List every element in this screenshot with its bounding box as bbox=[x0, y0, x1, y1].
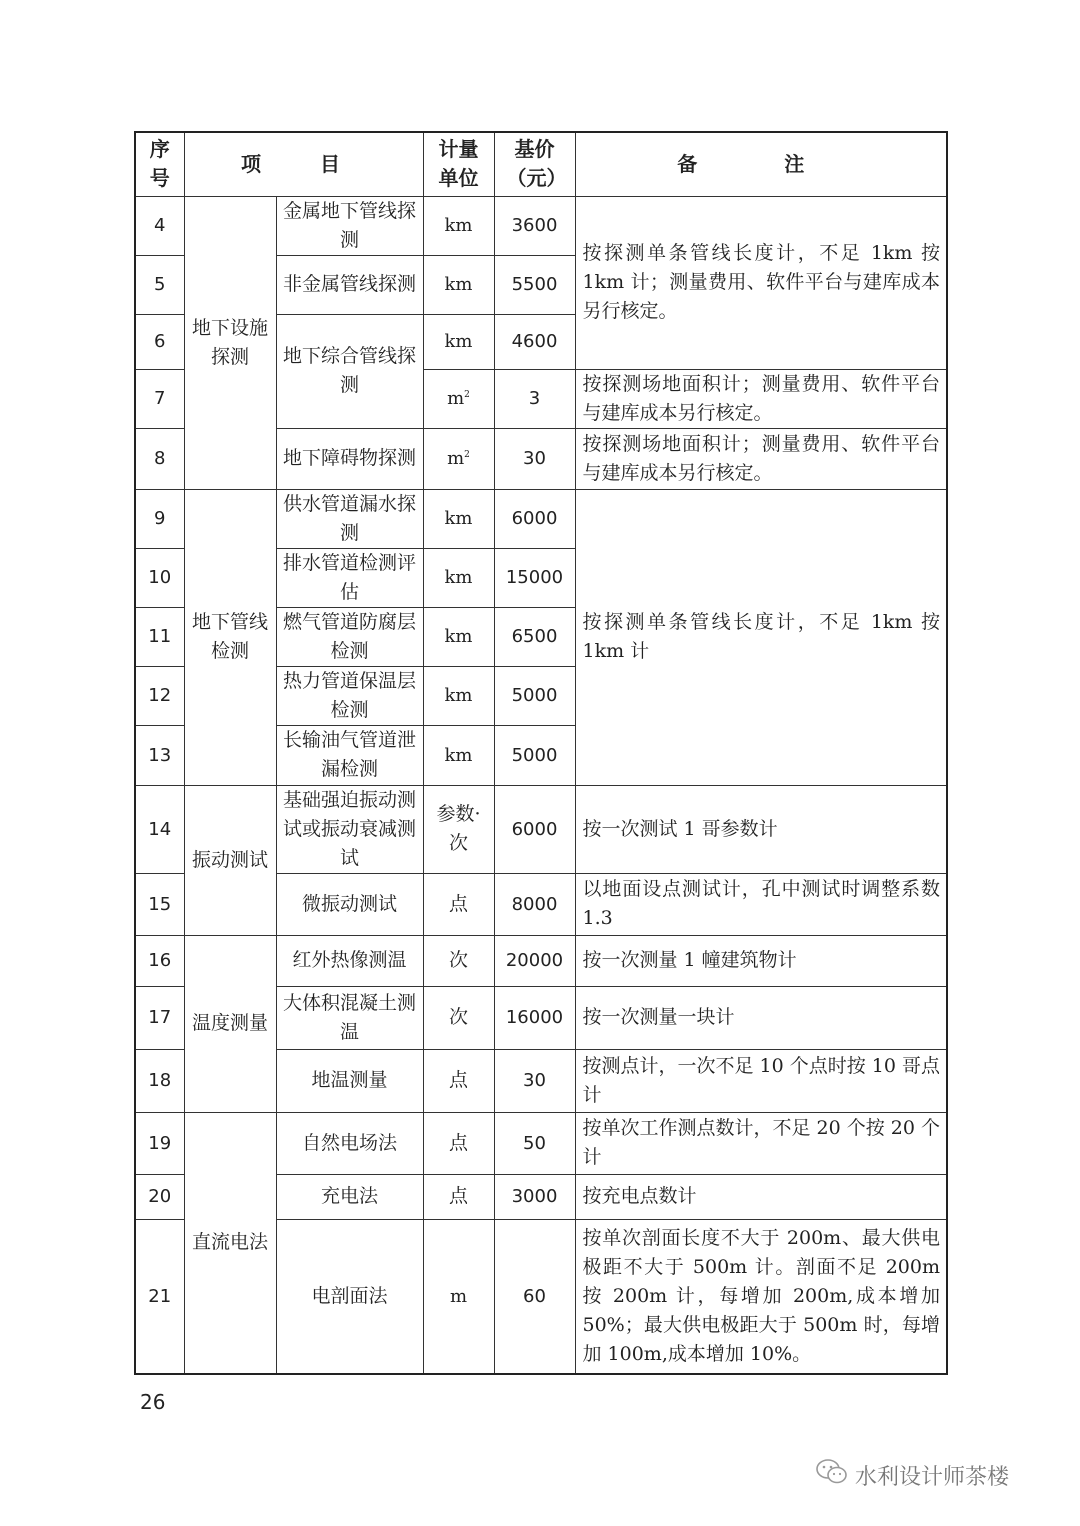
row-note: 按一次测量一块计 bbox=[575, 986, 947, 1049]
row-item: 地下综合管线探测 bbox=[276, 314, 423, 428]
header-note: 备 注 bbox=[575, 132, 947, 196]
row-note: 以地面设点测试计，孔中测试时调整系数 1.3 bbox=[575, 873, 947, 935]
row-seq: 13 bbox=[135, 725, 184, 785]
row-unit: km bbox=[423, 548, 494, 607]
table-row bbox=[135, 1112, 947, 1174]
row-note: 按探测场地面积计；测量费用、软件平台与建库成本另行核定。 bbox=[575, 428, 947, 489]
group-label: 振动测试 bbox=[184, 785, 276, 935]
row-item: 热力管道保温层检测 bbox=[276, 666, 423, 725]
row-item: 电剖面法 bbox=[276, 1219, 423, 1374]
row-price: 3600 bbox=[494, 196, 575, 255]
header-row bbox=[135, 132, 947, 196]
row-unit: 点 bbox=[423, 1174, 494, 1219]
row-unit: km bbox=[423, 255, 494, 314]
watermark bbox=[815, 1458, 1009, 1492]
row-note: 按一次测量 1 幢建筑物计 bbox=[575, 935, 947, 986]
row-seq: 5 bbox=[135, 255, 184, 314]
row-seq: 12 bbox=[135, 666, 184, 725]
row-unit: $m^2$ bbox=[423, 369, 494, 428]
row-unit: 参数·次 bbox=[423, 785, 494, 873]
header-unit: 计量单位 bbox=[423, 132, 494, 196]
page-number: 26 bbox=[140, 1390, 166, 1414]
table-row bbox=[135, 489, 947, 548]
row-item: 自然电场法 bbox=[276, 1112, 423, 1174]
row-price: 5500 bbox=[494, 255, 575, 314]
group-label: 温度测量 bbox=[184, 935, 276, 1112]
row-note: 按一次测试 1 哥参数计 bbox=[575, 785, 947, 873]
row-price: 60 bbox=[494, 1219, 575, 1374]
row-seq: 6 bbox=[135, 314, 184, 369]
row-unit: $m^2$ bbox=[423, 428, 494, 489]
row-seq: 11 bbox=[135, 607, 184, 666]
header-item: 项 目 bbox=[184, 132, 423, 196]
row-price: 20000 bbox=[494, 935, 575, 986]
group-label: 地下管线检测 bbox=[184, 489, 276, 785]
row-item: 金属地下管线探测 bbox=[276, 196, 423, 255]
row-price: 3 bbox=[494, 369, 575, 428]
row-price: 30 bbox=[494, 428, 575, 489]
row-item: 燃气管道防腐层检测 bbox=[276, 607, 423, 666]
row-item: 大体积混凝土测温 bbox=[276, 986, 423, 1049]
row-price: 5000 bbox=[494, 725, 575, 785]
header-price: 基价（元） bbox=[494, 132, 575, 196]
table-row bbox=[135, 935, 947, 986]
row-unit: km bbox=[423, 666, 494, 725]
row-item: 充电法 bbox=[276, 1174, 423, 1219]
row-price: 5000 bbox=[494, 666, 575, 725]
row-price: 30 bbox=[494, 1049, 575, 1112]
row-seq: 16 bbox=[135, 935, 184, 986]
row-seq: 10 bbox=[135, 548, 184, 607]
row-seq: 15 bbox=[135, 873, 184, 935]
row-seq: 17 bbox=[135, 986, 184, 1049]
row-item: 地下障碍物探测 bbox=[276, 428, 423, 489]
row-note: 按测点计，一次不足 10 个点时按 10 哥点计 bbox=[575, 1049, 947, 1112]
row-seq: 20 bbox=[135, 1174, 184, 1219]
row-unit: 点 bbox=[423, 1112, 494, 1174]
wechat-icon bbox=[815, 1458, 855, 1492]
row-price: 16000 bbox=[494, 986, 575, 1049]
header-seq: 序号 bbox=[135, 132, 184, 196]
row-seq: 18 bbox=[135, 1049, 184, 1112]
row-price: 6000 bbox=[494, 489, 575, 548]
row-seq: 9 bbox=[135, 489, 184, 548]
row-item: 地温测量 bbox=[276, 1049, 423, 1112]
price-table bbox=[134, 131, 948, 1375]
row-price: 8000 bbox=[494, 873, 575, 935]
row-unit: km bbox=[423, 725, 494, 785]
row-note: 按单次剖面长度不大于 200m、最大供电极距不大于 500m 计。剖面不足 200m 按 200m 计，每增加 200m,成本增加 50%；最大供电极距大于 500m 时，每增加 100m,成本增加 10%。 bbox=[575, 1219, 947, 1374]
row-seq: 21 bbox=[135, 1219, 184, 1374]
row-price: 6500 bbox=[494, 607, 575, 666]
row-unit: km bbox=[423, 489, 494, 548]
row-seq: 14 bbox=[135, 785, 184, 873]
row-note: 按探测单条管线长度计，不足 1km 按 1km 计；测量费用、软件平台与建库成本另行核定。 bbox=[575, 196, 947, 369]
row-seq: 19 bbox=[135, 1112, 184, 1174]
row-item: 供水管道漏水探测 bbox=[276, 489, 423, 548]
row-price: 6000 bbox=[494, 785, 575, 873]
row-note: 按探测场地面积计；测量费用、软件平台与建库成本另行核定。 bbox=[575, 369, 947, 428]
row-item: 红外热像测温 bbox=[276, 935, 423, 986]
row-price: 4600 bbox=[494, 314, 575, 369]
table-row bbox=[135, 785, 947, 873]
row-note: 按充电点数计 bbox=[575, 1174, 947, 1219]
row-price: 50 bbox=[494, 1112, 575, 1174]
row-note: 按探测单条管线长度计，不足 1km 按 1km 计 bbox=[575, 489, 947, 785]
row-seq: 4 bbox=[135, 196, 184, 255]
row-note: 按单次工作测点数计，不足 20 个按 20 个计 bbox=[575, 1112, 947, 1174]
row-price: 15000 bbox=[494, 548, 575, 607]
table-row bbox=[135, 196, 947, 255]
row-unit: 次 bbox=[423, 935, 494, 986]
row-item: 基础强迫振动测试或振动衰减测试 bbox=[276, 785, 423, 873]
row-seq: 7 bbox=[135, 369, 184, 428]
watermark-text: 水利设计师茶楼 bbox=[855, 1464, 1010, 1490]
row-price: 3000 bbox=[494, 1174, 575, 1219]
row-unit: 点 bbox=[423, 1049, 494, 1112]
row-item: 长输油气管道泄漏检测 bbox=[276, 725, 423, 785]
row-unit: km bbox=[423, 196, 494, 255]
row-item: 非金属管线探测 bbox=[276, 255, 423, 314]
group-label: 地下设施探测 bbox=[184, 196, 276, 489]
row-seq: 8 bbox=[135, 428, 184, 489]
row-item: 排水管道检测评估 bbox=[276, 548, 423, 607]
row-unit: 次 bbox=[423, 986, 494, 1049]
row-unit: m bbox=[423, 1219, 494, 1374]
row-unit: km bbox=[423, 314, 494, 369]
row-unit: 点 bbox=[423, 873, 494, 935]
row-item: 微振动测试 bbox=[276, 873, 423, 935]
group-label: 直流电法 bbox=[184, 1112, 276, 1374]
row-unit: km bbox=[423, 607, 494, 666]
